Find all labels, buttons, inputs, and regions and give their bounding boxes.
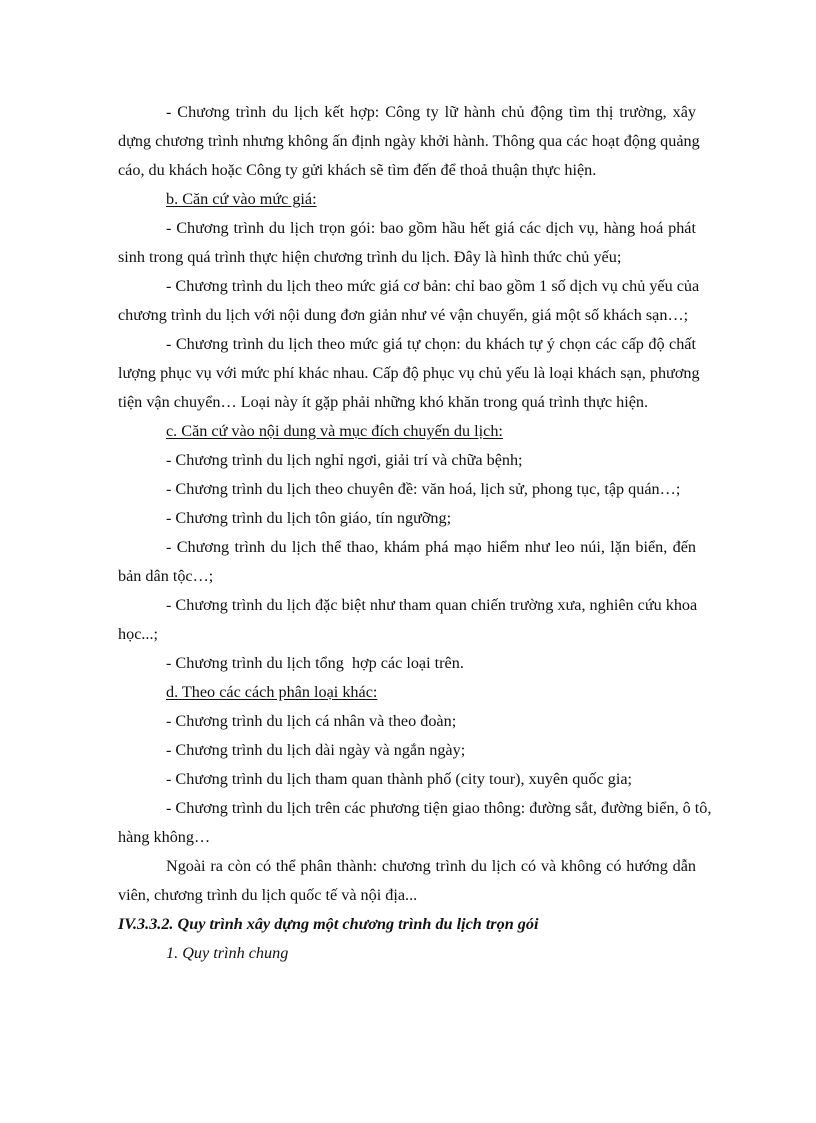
section-heading: d. Theo các cách phân loại khác: (166, 683, 378, 701)
paragraph-line: - Chương trình du lịch trọn gói: bao gồm hầu hết giá các dịch vụ, hàng hoá phát (166, 219, 696, 237)
paragraph-line: - Chương trình du lịch tôn giáo, tín ngưỡng; (166, 509, 452, 527)
paragraph-line: tiện vận chuyển… Loại này ít gặp phải những khó khăn trong quá trình thực hiện. (118, 393, 649, 411)
paragraph-line: dựng chương trình nhưng không ấn định ngày khởi hành. Thông qua các hoạt động quảng (118, 132, 700, 150)
paragraph-line: - Chương trình du lịch theo chuyên đề: văn hoá, lịch sử, phong tục, tập quán…; (166, 480, 681, 498)
paragraph-line: - Chương trình du lịch dài ngày và ngắn ngày; (166, 741, 466, 759)
section-heading: c. Căn cứ vào nội dung và mục đích chuyến du lịch: (166, 422, 503, 440)
paragraph-line: bản dân tộc…; (118, 567, 214, 585)
paragraph-line: chương trình du lịch với nội dung đơn giản như vé vận chuyển, giá một số khách sạn…; (118, 306, 689, 324)
paragraph-line: học...; (118, 625, 159, 643)
paragraph-line: - Chương trình du lịch theo mức giá tự chọn: du khách tự ý chọn các cấp độ chất (166, 335, 696, 353)
paragraph-line: sinh trong quá trình thực hiện chương trình du lịch. Đây là hình thức chủ yếu; (118, 248, 622, 266)
paragraph-line: - Chương trình du lịch trên các phương tiện giao thông: đường sắt, đường biển, ô tô, (166, 799, 712, 817)
section-heading: b. Căn cứ vào mức giá: (166, 190, 317, 208)
subsection-subheading: 1. Quy trình chung (166, 944, 289, 962)
paragraph-line: - Chương trình du lịch kết hợp: Công ty lữ hành chủ động tìm thị trường, xây (166, 103, 696, 121)
paragraph-line: - Chương trình du lịch đặc biệt như tham quan chiến trường xưa, nghiên cứu khoa (166, 596, 698, 614)
subsection-heading: IV.3.3.2. Quy trình xây dựng một chương trình du lịch trọn gói (118, 915, 539, 933)
paragraph-line: hàng không… (118, 828, 211, 846)
paragraph-line: - Chương trình du lịch cá nhân và theo đoàn; (166, 712, 457, 730)
paragraph-line: - Chương trình du lịch tổng hợp các loại trên. (166, 654, 464, 672)
paragraph-line: viên, chương trình du lịch quốc tế và nội địa... (118, 886, 418, 904)
paragraph-line: - Chương trình du lịch tham quan thành phố (city tour), xuyên quốc gia; (166, 770, 632, 788)
paragraph-line: - Chương trình du lịch thể thao, khám phá mạo hiểm như leo núi, lặn biển, đến (166, 538, 696, 556)
paragraph-line: cáo, du khách hoặc Công ty gửi khách sẽ tìm đến để thoả thuận thực hiện. (118, 161, 597, 179)
paragraph-line: Ngoài ra còn có thể phân thành: chương trình du lịch có và không có hướng dẫn (166, 857, 696, 875)
paragraph-line: lượng phục vụ với mức phí khác nhau. Cấp độ phục vụ chủ yếu là loại khách sạn, phương (118, 364, 700, 382)
paragraph-line: - Chương trình du lịch nghỉ ngơi, giải trí và chữa bệnh; (166, 451, 523, 469)
paragraph-line: - Chương trình du lịch theo mức giá cơ bản: chỉ bao gồm 1 số dịch vụ chủ yếu của (166, 277, 700, 295)
